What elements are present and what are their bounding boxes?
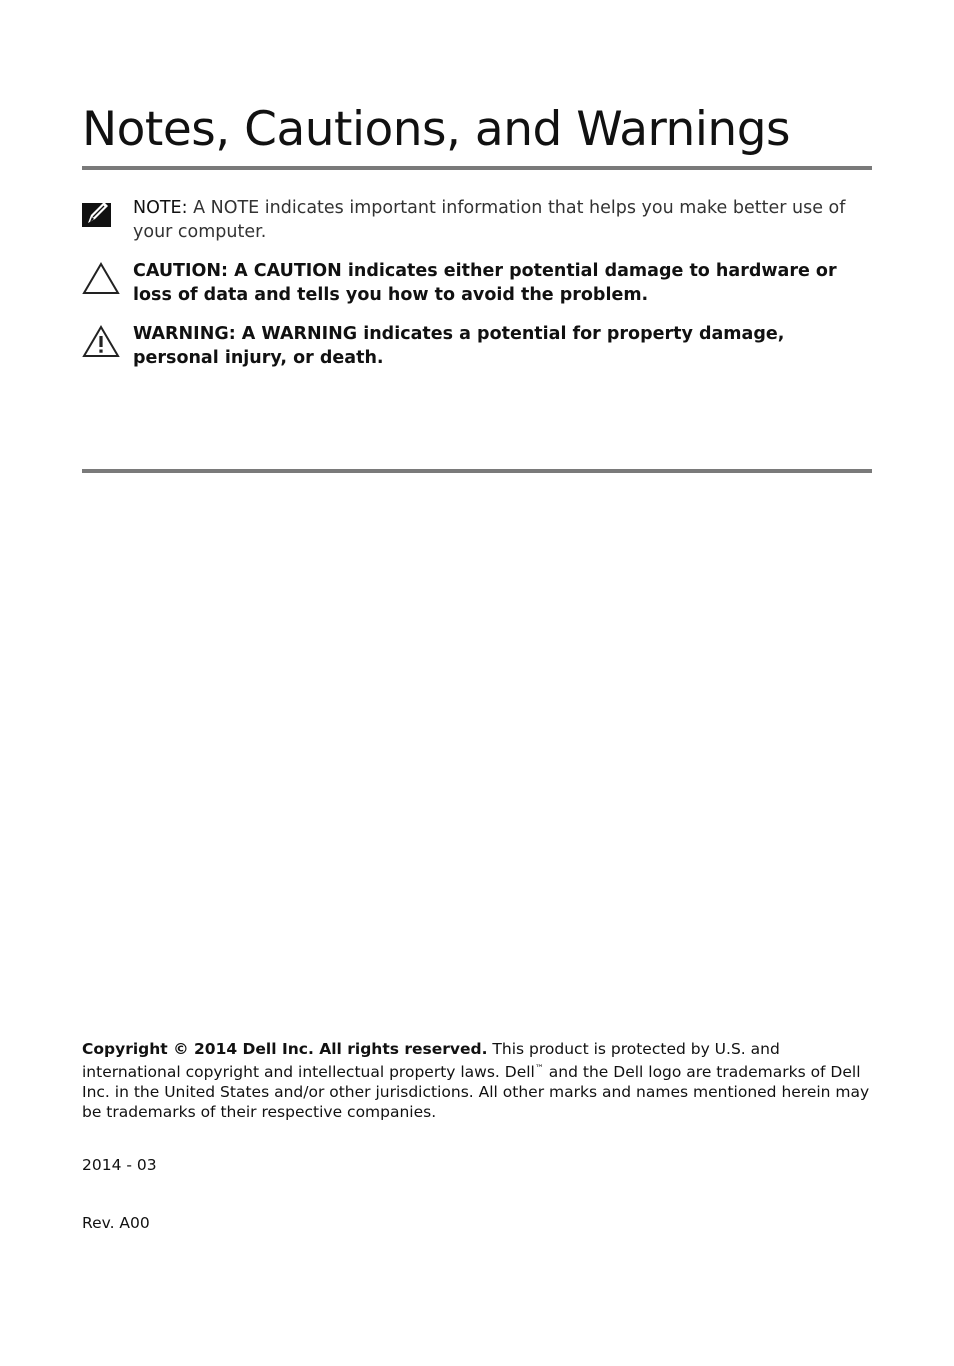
- title-divider: [82, 166, 872, 170]
- section-divider: [82, 469, 872, 473]
- publication-date: 2014 - 03: [82, 1156, 157, 1174]
- warning-text: WARNING: A WARNING indicates a potential for property damage, personal injury, or death.: [133, 324, 785, 368]
- copyright-bold: Copyright © 2014 Dell Inc. All rights reserved.: [82, 1040, 488, 1058]
- pencil-note-icon: [82, 198, 120, 232]
- caution-text: CAUTION: A CAUTION indicates either potential damage to hardware or loss of data and tells you how to avoid the problem.: [133, 261, 837, 305]
- caution-triangle-icon: [82, 261, 120, 295]
- page-title: Notes, Cautions, and Warnings: [82, 102, 791, 157]
- warning-exclamation-triangle-icon: [82, 324, 120, 358]
- copyright-text-continued: and the Dell logo are trademarks of Dell Inc. in the United States and/or other jurisdictions. All other marks and names mentioned herein may be trademarks of their respective companies.: [82, 1063, 870, 1122]
- copyright-notice: [82, 1039, 872, 1122]
- trademark-symbol: ™: [534, 1064, 544, 1074]
- note-label: NOTE:: [133, 198, 188, 218]
- note-text: A NOTE indicates important information that helps you make better use of your computer.: [133, 198, 846, 242]
- revision-label: Rev. A00: [82, 1214, 150, 1232]
- copyright-text: This product is protected by U.S. and international copyright and intellectual property laws. Dell: [82, 1040, 780, 1082]
